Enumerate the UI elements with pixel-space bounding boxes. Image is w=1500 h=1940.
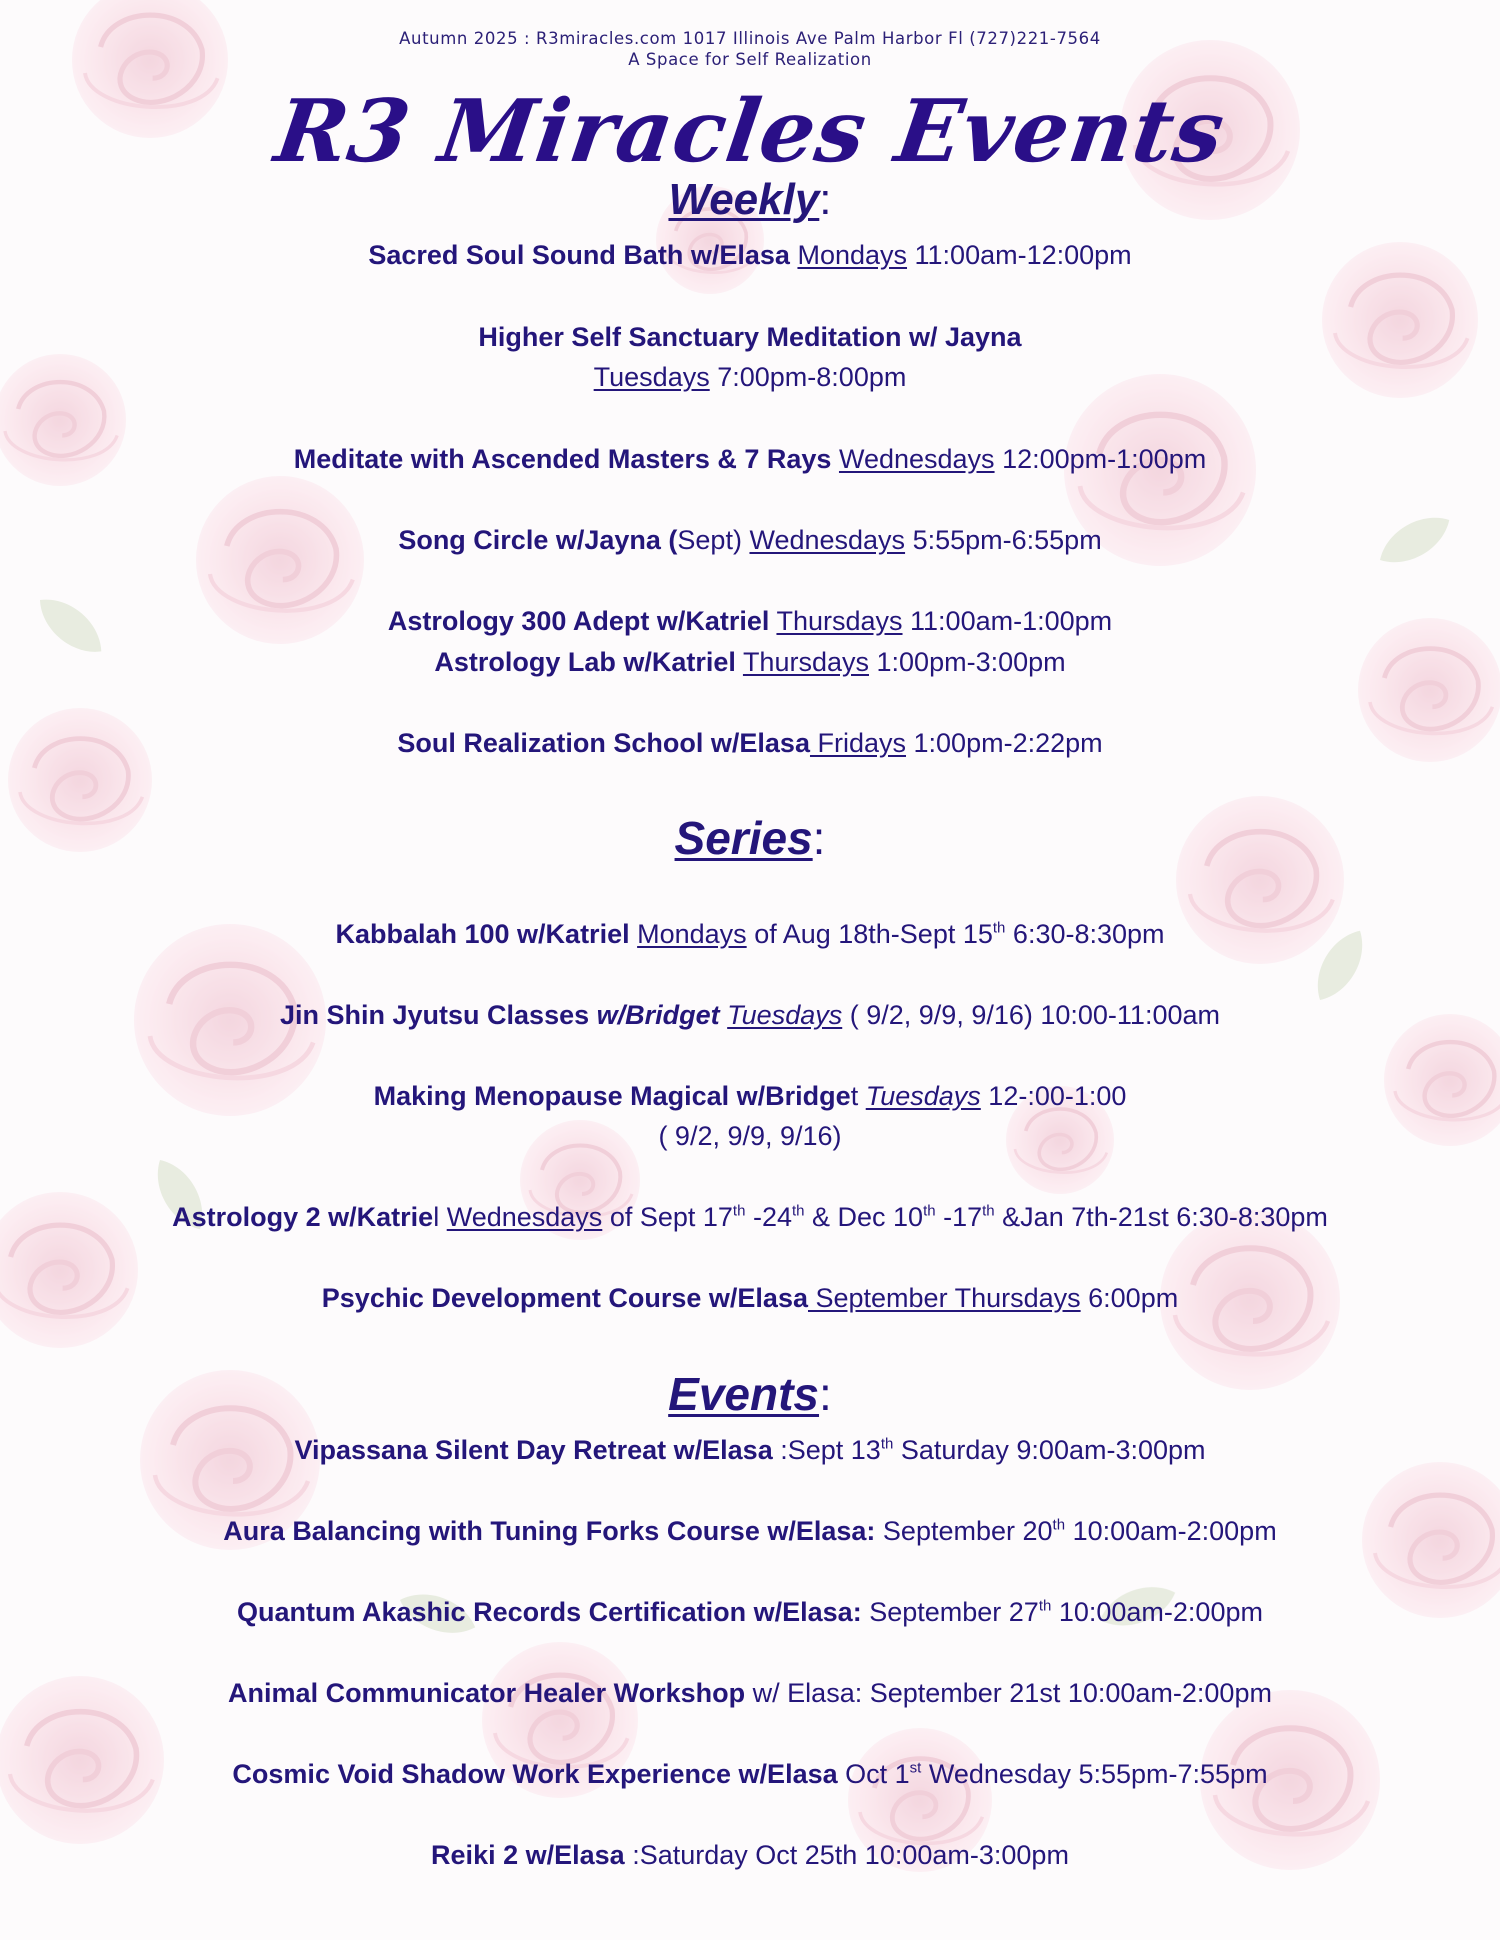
weekly-item-sanctuary-meditation [0, 320, 1500, 354]
events-heading [0, 1366, 1500, 1422]
event-name: Soul Realization School w/Elasa [397, 728, 810, 758]
ordinal-suffix: th [1052, 1516, 1066, 1534]
event-instructor: w/Bridget [596, 1000, 720, 1030]
event-name-tail: t [850, 1081, 859, 1111]
event-name: Aura Balancing with Tuning Forks Course w/Elasa: [223, 1516, 876, 1546]
weekly-item-song-circle [0, 523, 1500, 557]
series-item-astrology-2 [0, 1200, 1500, 1234]
event-item-cosmic-void [0, 1757, 1500, 1791]
event-time: 11:00am-12:00pm [914, 240, 1132, 270]
event-dates-4: -17 [943, 1202, 983, 1232]
ordinal-suffix: th [923, 1202, 936, 1220]
event-dates: of Aug 18th-Sept 15 [754, 919, 993, 949]
event-dates-3: & Dec 10 [812, 1202, 924, 1232]
event-time: 5:55pm-6:55pm [912, 525, 1102, 555]
event-time: 10:00am-2:00pm [1058, 1597, 1263, 1627]
weekly-item-ascended-masters [0, 442, 1500, 476]
ordinal-suffix: st [909, 1759, 922, 1777]
event-details: :Saturday Oct 25th 10:00am-3:00pm [632, 1840, 1069, 1870]
event-name: Meditate with Ascended Masters & 7 Rays [293, 444, 832, 474]
event-dates-2: -24 [752, 1202, 792, 1232]
event-details: w/ Elasa: September 21st 10:00am-2:00pm [752, 1678, 1272, 1708]
event-name: Sacred Soul Sound Bath w/Elasa [368, 240, 790, 270]
event-name: Astrology 300 Adept w/Katriel [387, 606, 770, 636]
event-name: Astrology 2 w/Katrie [172, 1202, 434, 1232]
event-dates-5: &Jan 7th-21st 6:30-8:30pm [1002, 1202, 1328, 1232]
ordinal-suffix: th [732, 1202, 746, 1220]
event-time: 1:00pm-3:00pm [876, 647, 1066, 677]
event-name: Higher Self Sanctuary Meditation w/ Jayna [478, 322, 1022, 352]
event-time: 12:00pm-1:00pm [1002, 444, 1207, 474]
event-name: Cosmic Void Shadow Work Experience w/Elasa [232, 1759, 838, 1789]
weekly-item-sound-bath [0, 238, 1500, 272]
series-item-menopause-dates [0, 1119, 1500, 1153]
event-day: Wednesdays [446, 1202, 603, 1232]
weekly-item-astrology-lab [0, 645, 1500, 679]
event-time: Wednesday 5:55pm-7:55pm [928, 1759, 1268, 1789]
weekly-item-sanctuary-meditation-time [0, 360, 1500, 394]
ordinal-suffix: th [992, 919, 1006, 937]
event-date: September 27 [869, 1597, 1039, 1627]
event-dates-1: of Sept 17 [609, 1202, 733, 1232]
event-day: Wednesdays [838, 444, 995, 474]
event-note: Sept) [677, 525, 742, 555]
event-item-akashic-records [0, 1595, 1500, 1629]
event-name: Reiki 2 w/Elasa [431, 1840, 625, 1870]
event-day: Tuesdays [865, 1081, 981, 1111]
event-name: Psychic Development Course w/Elasa [321, 1283, 808, 1313]
event-date: :Sept 13 [780, 1435, 881, 1465]
event-day: Mondays [797, 240, 908, 270]
event-date: Oct 1 [845, 1759, 910, 1789]
event-time: Saturday 9:00am-3:00pm [900, 1435, 1206, 1465]
event-item-reiki-2 [0, 1838, 1500, 1872]
event-day: Tuesdays [727, 1000, 843, 1030]
event-time: 12-:00-1:00 [988, 1081, 1127, 1111]
event-time: 6:00pm [1088, 1283, 1179, 1313]
event-name: Astrology Lab w/Katriel [434, 647, 736, 677]
weekly-item-soul-realization [0, 726, 1500, 760]
weekly-heading-text: Weekly [668, 175, 820, 224]
events-heading-colon: : [819, 1368, 832, 1420]
header-tagline: A Space for Self Realization [628, 50, 872, 69]
series-item-kabbalah [0, 917, 1500, 951]
event-name: Kabbalah 100 w/Katriel [335, 919, 630, 949]
events-heading-text: Events [668, 1368, 820, 1420]
event-name: Jin Shin Jyutsu Classes [280, 1000, 590, 1030]
event-name: Vipassana Silent Day Retreat w/Elasa [294, 1435, 773, 1465]
event-item-vipassana [0, 1433, 1500, 1467]
ordinal-suffix: th [880, 1435, 894, 1453]
event-day: Tuesdays [593, 362, 710, 392]
event-day: Thursdays [742, 647, 869, 677]
event-name-tail: l [433, 1202, 440, 1232]
event-time: 10:00am-2:00pm [1072, 1516, 1277, 1546]
ordinal-suffix: th [1038, 1597, 1052, 1615]
weekly-heading [0, 172, 1500, 228]
event-item-animal-communicator [0, 1676, 1500, 1710]
event-time: 1:00pm-2:22pm [913, 728, 1103, 758]
event-dates: ( 9/2, 9/9, 9/16) 10:00-11:00am [849, 1000, 1220, 1030]
series-heading [0, 810, 1500, 866]
weekly-heading-colon: : [819, 175, 832, 224]
series-item-psychic-development [0, 1281, 1500, 1315]
series-heading-colon: : [812, 812, 826, 864]
event-day: September Thursdays [807, 1283, 1081, 1313]
event-day: Mondays [637, 919, 747, 949]
event-name: Quantum Akashic Records Certification w/Elasa: [237, 1597, 862, 1627]
event-date: September 20 [882, 1516, 1053, 1546]
page-title: R3 Miracles Events [269, 81, 1231, 182]
ordinal-suffix: th [791, 1202, 805, 1220]
event-time: 11:00am-1:00pm [910, 606, 1113, 636]
event-time: 6:30-8:30pm [1012, 919, 1165, 949]
event-day: Thursdays [776, 606, 903, 636]
event-day: Fridays [809, 728, 906, 758]
event-time: 7:00pm-8:00pm [717, 362, 907, 392]
series-item-menopause [0, 1079, 1500, 1113]
event-name: Song Circle w/Jayna ( [398, 525, 678, 555]
event-name: Making Menopause Magical w/Bridge [373, 1081, 851, 1111]
event-name: Animal Communicator Healer Workshop [228, 1678, 746, 1708]
event-dates: ( 9/2, 9/9, 9/16) [658, 1121, 842, 1151]
series-item-jin-shin-jyutsu [0, 998, 1500, 1032]
header-contact-line: Autumn 2025 : R3miracles.com 1017 Illinois Ave Palm Harbor Fl (727)221-7564 [399, 29, 1101, 48]
event-item-aura-balancing [0, 1514, 1500, 1548]
weekly-item-astrology-300 [0, 604, 1500, 638]
series-heading-text: Series [674, 812, 813, 864]
ordinal-suffix: th [982, 1202, 995, 1220]
header [0, 28, 1500, 70]
event-day: Wednesdays [749, 525, 906, 555]
